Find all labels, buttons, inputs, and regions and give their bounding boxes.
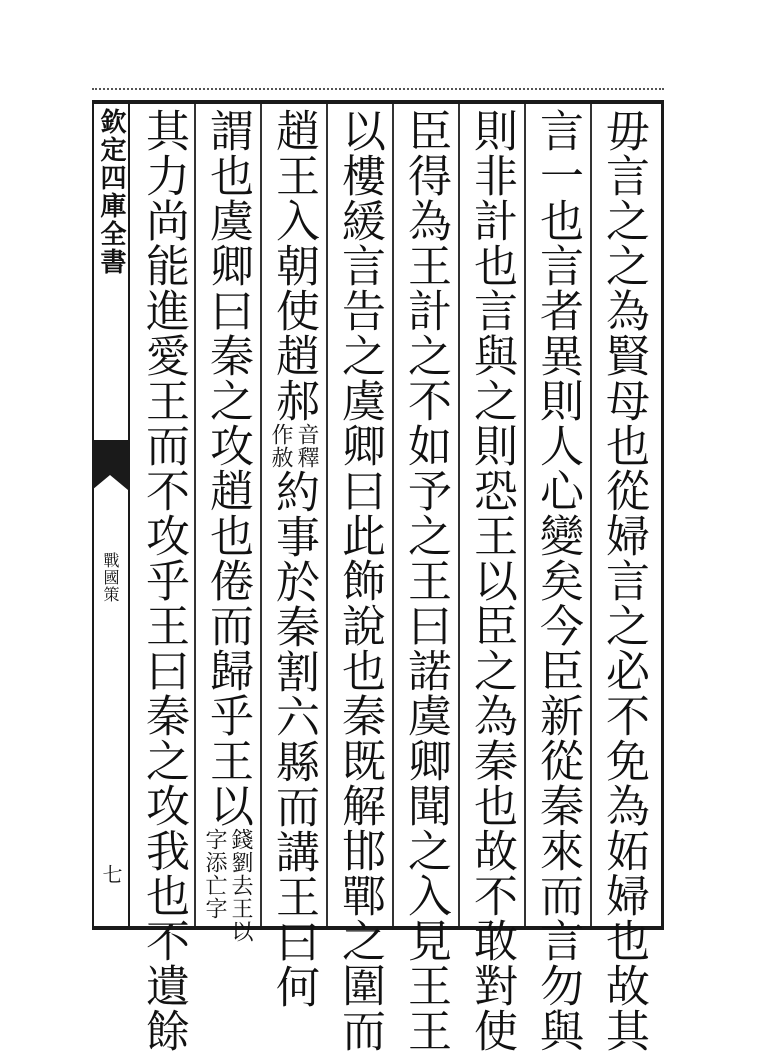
column-separator xyxy=(458,104,460,926)
text-column-6 xyxy=(266,108,320,1009)
column-separator xyxy=(194,104,196,926)
note-line-right: 音釋 xyxy=(294,423,319,469)
text-column-8: 其力尚能進愛王而不攻乎王曰秦之攻我也不遺餘 xyxy=(138,108,189,1053)
banxin-strip xyxy=(92,104,130,926)
text-column-3: 則非計也言與之則恐王以臣之為秦也故不敢對使 xyxy=(466,108,517,1053)
note-line-left: 作赦 xyxy=(268,423,293,469)
text-column-7 xyxy=(200,108,254,943)
column-separator xyxy=(524,104,526,926)
page-number: 七 xyxy=(99,864,123,884)
main-text xyxy=(134,104,660,1053)
book-title: 欽定四庫全書 xyxy=(96,108,126,276)
column-separator xyxy=(590,104,592,926)
column-text-after-note: 約事於秦割六縣而講王曰何 xyxy=(268,469,319,1009)
fishtail-mark-icon xyxy=(92,440,128,490)
column-text-before-note: 趙王入朝使趙郝 xyxy=(268,108,319,423)
interlinear-note xyxy=(266,423,320,469)
column-text-before-note: 謂也虞卿曰秦之攻趙也倦而歸乎王以 xyxy=(202,108,253,828)
column-separator xyxy=(392,104,394,926)
note-line-right: 錢劉去王以 xyxy=(228,828,253,943)
interlinear-note xyxy=(200,828,254,943)
chapter-title: 戰國策 xyxy=(101,552,120,603)
text-column-4: 臣得為王計之不如予之王曰諾虞卿聞之入見王王 xyxy=(400,108,451,1053)
text-column-2: 言一也言者異則人心變矣今臣新從秦來而言勿與 xyxy=(532,108,583,1053)
column-separator xyxy=(326,104,328,926)
note-line-left: 字添亡字 xyxy=(202,828,227,920)
top-border-dots xyxy=(92,88,664,98)
text-column-1: 毋言之之為賢母也從婦言之必不免為妬婦也故其 xyxy=(598,108,649,1053)
text-column-5: 以樓緩言告之虞卿曰此飾說也秦既解邯鄲之圍而 xyxy=(334,108,385,1053)
column-separator xyxy=(260,104,262,926)
